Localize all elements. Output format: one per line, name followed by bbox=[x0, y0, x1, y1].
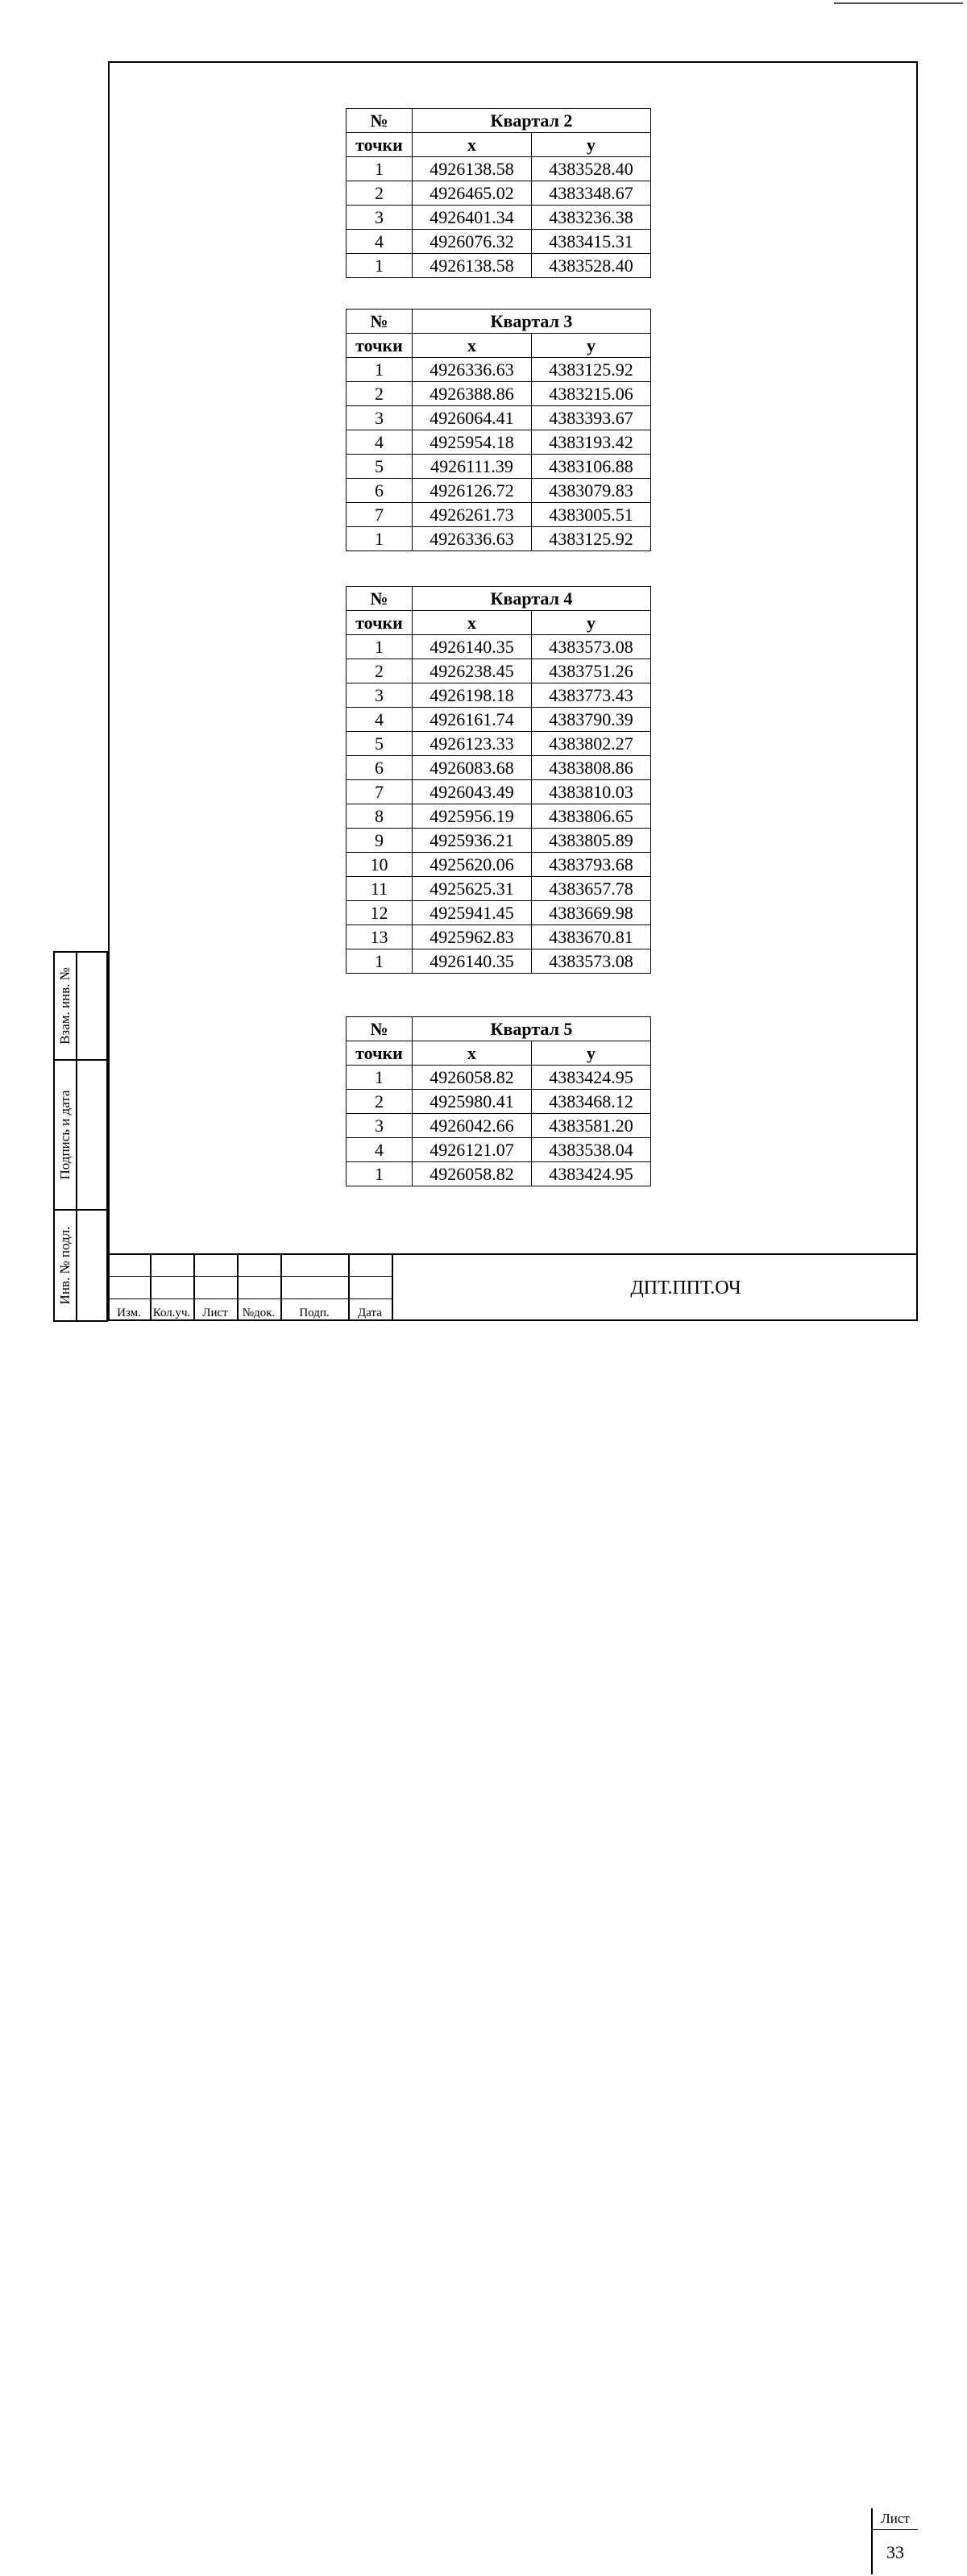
y-coordinate: 4383581.20 bbox=[532, 1114, 651, 1138]
y-coordinate: 4383468.12 bbox=[532, 1090, 651, 1114]
coordinate-table bbox=[346, 108, 651, 278]
tb-col-ndok: №док. bbox=[242, 1307, 276, 1319]
table-row bbox=[347, 925, 651, 949]
table-row bbox=[347, 901, 651, 925]
x-coordinate: 4925625.31 bbox=[413, 877, 532, 901]
table-row bbox=[347, 635, 651, 659]
x-coordinate: 4925954.18 bbox=[413, 430, 532, 455]
y-coordinate: 4383125.92 bbox=[532, 358, 651, 382]
x-coordinate: 4926138.58 bbox=[413, 157, 532, 181]
x-coordinate: 4926123.33 bbox=[413, 732, 532, 756]
title-block bbox=[108, 1253, 918, 2562]
side-stamp bbox=[53, 951, 108, 1322]
x-column-header: x bbox=[413, 334, 532, 358]
point-number: 1 bbox=[347, 949, 413, 974]
table-row bbox=[347, 853, 651, 877]
coordinate-table bbox=[346, 1016, 651, 1186]
y-coordinate: 4383236.38 bbox=[532, 206, 651, 230]
sheet-number: 33 bbox=[871, 2530, 918, 2574]
stamp-sign-date-label: Подпись и дата bbox=[57, 1090, 73, 1180]
x-coordinate: 4926465.02 bbox=[413, 181, 532, 206]
block-title: Квартал 4 bbox=[413, 587, 651, 611]
table-row bbox=[347, 479, 651, 503]
x-coordinate: 4926058.82 bbox=[413, 1162, 532, 1186]
x-coordinate: 4925936.21 bbox=[413, 829, 532, 853]
point-number: 3 bbox=[347, 206, 413, 230]
block-title: Квартал 2 bbox=[413, 109, 651, 133]
table-row bbox=[347, 780, 651, 804]
y-coordinate: 4383573.08 bbox=[532, 949, 651, 974]
tb-col-kol: Кол.уч. bbox=[152, 1307, 191, 1319]
point-number-header: № bbox=[347, 587, 413, 611]
coordinate-table bbox=[346, 309, 651, 551]
x-coordinate: 4926140.35 bbox=[413, 949, 532, 974]
table-row bbox=[347, 659, 651, 683]
x-coordinate: 4926126.72 bbox=[413, 479, 532, 503]
x-coordinate: 4926261.73 bbox=[413, 503, 532, 527]
x-column-header: x bbox=[413, 611, 532, 635]
point-number-subheader: точки bbox=[347, 611, 413, 635]
x-coordinate: 4925620.06 bbox=[413, 853, 532, 877]
point-number: 5 bbox=[347, 732, 413, 756]
point-number: 7 bbox=[347, 503, 413, 527]
y-column-header: y bbox=[532, 334, 651, 358]
table-row bbox=[347, 829, 651, 853]
table-row bbox=[347, 1138, 651, 1162]
y-coordinate: 4383528.40 bbox=[532, 157, 651, 181]
y-column-header: y bbox=[532, 1041, 651, 1066]
block-title: Квартал 5 bbox=[413, 1017, 651, 1041]
y-coordinate: 4383669.98 bbox=[532, 901, 651, 925]
stamp-inv-replace bbox=[53, 951, 108, 1061]
table-row bbox=[347, 1066, 651, 1090]
y-coordinate: 4383348.67 bbox=[532, 181, 651, 206]
table-row bbox=[347, 181, 651, 206]
table-row bbox=[347, 358, 651, 382]
y-coordinate: 4383790.39 bbox=[532, 708, 651, 732]
point-number: 6 bbox=[347, 479, 413, 503]
y-coordinate: 4383670.81 bbox=[532, 925, 651, 949]
table-row bbox=[347, 683, 651, 708]
y-coordinate: 4383802.27 bbox=[532, 732, 651, 756]
x-coordinate: 4926111.39 bbox=[413, 455, 532, 479]
point-number: 2 bbox=[347, 181, 413, 206]
y-coordinate: 4383773.43 bbox=[532, 683, 651, 708]
y-coordinate: 4383215.06 bbox=[532, 382, 651, 406]
y-coordinate: 4383538.04 bbox=[532, 1138, 651, 1162]
table-row bbox=[347, 254, 651, 278]
top-edge-line bbox=[834, 2, 963, 4]
point-number: 1 bbox=[347, 254, 413, 278]
tb-col-podp: Подп. bbox=[299, 1307, 330, 1319]
x-coordinate: 4925956.19 bbox=[413, 804, 532, 829]
y-coordinate: 4383193.42 bbox=[532, 430, 651, 455]
x-coordinate: 4926161.74 bbox=[413, 708, 532, 732]
point-number: 1 bbox=[347, 358, 413, 382]
point-number: 11 bbox=[347, 877, 413, 901]
x-coordinate: 4925962.83 bbox=[413, 925, 532, 949]
block-title: Квартал 3 bbox=[413, 310, 651, 334]
x-coordinate: 4926140.35 bbox=[413, 635, 532, 659]
point-number-header: № bbox=[347, 310, 413, 334]
y-coordinate: 4383573.08 bbox=[532, 635, 651, 659]
y-coordinate: 4383528.40 bbox=[532, 254, 651, 278]
x-coordinate: 4926043.49 bbox=[413, 780, 532, 804]
x-coordinate: 4926138.58 bbox=[413, 254, 532, 278]
point-number: 10 bbox=[347, 853, 413, 877]
x-coordinate: 4926042.66 bbox=[413, 1114, 532, 1138]
x-coordinate: 4925980.41 bbox=[413, 1090, 532, 1114]
tb-col-list: Лист bbox=[202, 1307, 228, 1319]
stamp-sign-date bbox=[53, 1059, 108, 1211]
stamp-inv-replace-label: Взам. инв. № bbox=[57, 967, 73, 1045]
x-coordinate: 4926336.63 bbox=[413, 527, 532, 551]
table-row bbox=[347, 430, 651, 455]
x-coordinate: 4926336.63 bbox=[413, 358, 532, 382]
point-number-header: № bbox=[347, 1017, 413, 1041]
table-row bbox=[347, 157, 651, 181]
point-number: 3 bbox=[347, 406, 413, 430]
x-coordinate: 4926121.07 bbox=[413, 1138, 532, 1162]
point-number-subheader: точки bbox=[347, 133, 413, 157]
stamp-inv-orig-label: Инв. № подл. bbox=[57, 1226, 73, 1305]
y-coordinate: 4383810.03 bbox=[532, 780, 651, 804]
y-coordinate: 4383424.95 bbox=[532, 1162, 651, 1186]
x-column-header: x bbox=[413, 1041, 532, 1066]
table-row bbox=[347, 230, 651, 254]
y-coordinate: 4383806.65 bbox=[532, 804, 651, 829]
document-code: ДПТ.ППТ.ОЧ bbox=[630, 1277, 741, 1298]
x-column-header: x bbox=[413, 133, 532, 157]
point-number: 4 bbox=[347, 230, 413, 254]
y-coordinate: 4383793.68 bbox=[532, 853, 651, 877]
y-coordinate: 4383424.95 bbox=[532, 1066, 651, 1090]
x-coordinate: 4926064.41 bbox=[413, 406, 532, 430]
stamp-inv-orig bbox=[53, 1209, 108, 1322]
y-coordinate: 4383106.88 bbox=[532, 455, 651, 479]
point-number: 2 bbox=[347, 659, 413, 683]
point-number: 1 bbox=[347, 527, 413, 551]
coordinate-table bbox=[346, 586, 651, 974]
point-number: 3 bbox=[347, 683, 413, 708]
y-coordinate: 4383125.92 bbox=[532, 527, 651, 551]
point-number: 4 bbox=[347, 1138, 413, 1162]
table-row bbox=[347, 527, 651, 551]
x-coordinate: 4926083.68 bbox=[413, 756, 532, 780]
x-coordinate: 4926388.86 bbox=[413, 382, 532, 406]
y-coordinate: 4383808.86 bbox=[532, 756, 651, 780]
tb-col-data: Дата bbox=[358, 1307, 382, 1319]
table-row bbox=[347, 708, 651, 732]
table-row bbox=[347, 1090, 651, 1114]
x-coordinate: 4926058.82 bbox=[413, 1066, 532, 1090]
point-number: 1 bbox=[347, 157, 413, 181]
table-row bbox=[347, 1162, 651, 1186]
x-coordinate: 4926238.45 bbox=[413, 659, 532, 683]
y-coordinate: 4383751.26 bbox=[532, 659, 651, 683]
y-coordinate: 4383805.89 bbox=[532, 829, 651, 853]
y-coordinate: 4383393.67 bbox=[532, 406, 651, 430]
point-number: 12 bbox=[347, 901, 413, 925]
y-coordinate: 4383415.31 bbox=[532, 230, 651, 254]
sheet-box bbox=[871, 2508, 918, 2576]
point-number: 7 bbox=[347, 780, 413, 804]
y-column-header: y bbox=[532, 133, 651, 157]
table-row bbox=[347, 949, 651, 974]
point-number: 5 bbox=[347, 455, 413, 479]
x-coordinate: 4926401.34 bbox=[413, 206, 532, 230]
point-number: 4 bbox=[347, 708, 413, 732]
table-row bbox=[347, 382, 651, 406]
table-row bbox=[347, 732, 651, 756]
table-row bbox=[347, 503, 651, 527]
y-coordinate: 4383005.51 bbox=[532, 503, 651, 527]
point-number: 2 bbox=[347, 382, 413, 406]
point-number: 2 bbox=[347, 1090, 413, 1114]
point-number-header: № bbox=[347, 109, 413, 133]
table-row bbox=[347, 406, 651, 430]
point-number: 1 bbox=[347, 1162, 413, 1186]
table-row bbox=[347, 804, 651, 829]
tb-col-izm: Изм. bbox=[117, 1307, 141, 1319]
sheet-label: Лист bbox=[871, 2508, 918, 2530]
y-column-header: y bbox=[532, 611, 651, 635]
x-coordinate: 4926198.18 bbox=[413, 683, 532, 708]
x-coordinate: 4926076.32 bbox=[413, 230, 532, 254]
point-number: 1 bbox=[347, 1066, 413, 1090]
point-number: 4 bbox=[347, 430, 413, 455]
point-number: 9 bbox=[347, 829, 413, 853]
table-row bbox=[347, 1114, 651, 1138]
point-number-subheader: точки bbox=[347, 334, 413, 358]
y-coordinate: 4383079.83 bbox=[532, 479, 651, 503]
point-number: 8 bbox=[347, 804, 413, 829]
x-coordinate: 4925941.45 bbox=[413, 901, 532, 925]
point-number: 6 bbox=[347, 756, 413, 780]
point-number-subheader: точки bbox=[347, 1041, 413, 1066]
table-row bbox=[347, 455, 651, 479]
table-row bbox=[347, 877, 651, 901]
table-row bbox=[347, 206, 651, 230]
y-coordinate: 4383657.78 bbox=[532, 877, 651, 901]
point-number: 1 bbox=[347, 635, 413, 659]
table-row bbox=[347, 756, 651, 780]
point-number: 13 bbox=[347, 925, 413, 949]
point-number: 3 bbox=[347, 1114, 413, 1138]
